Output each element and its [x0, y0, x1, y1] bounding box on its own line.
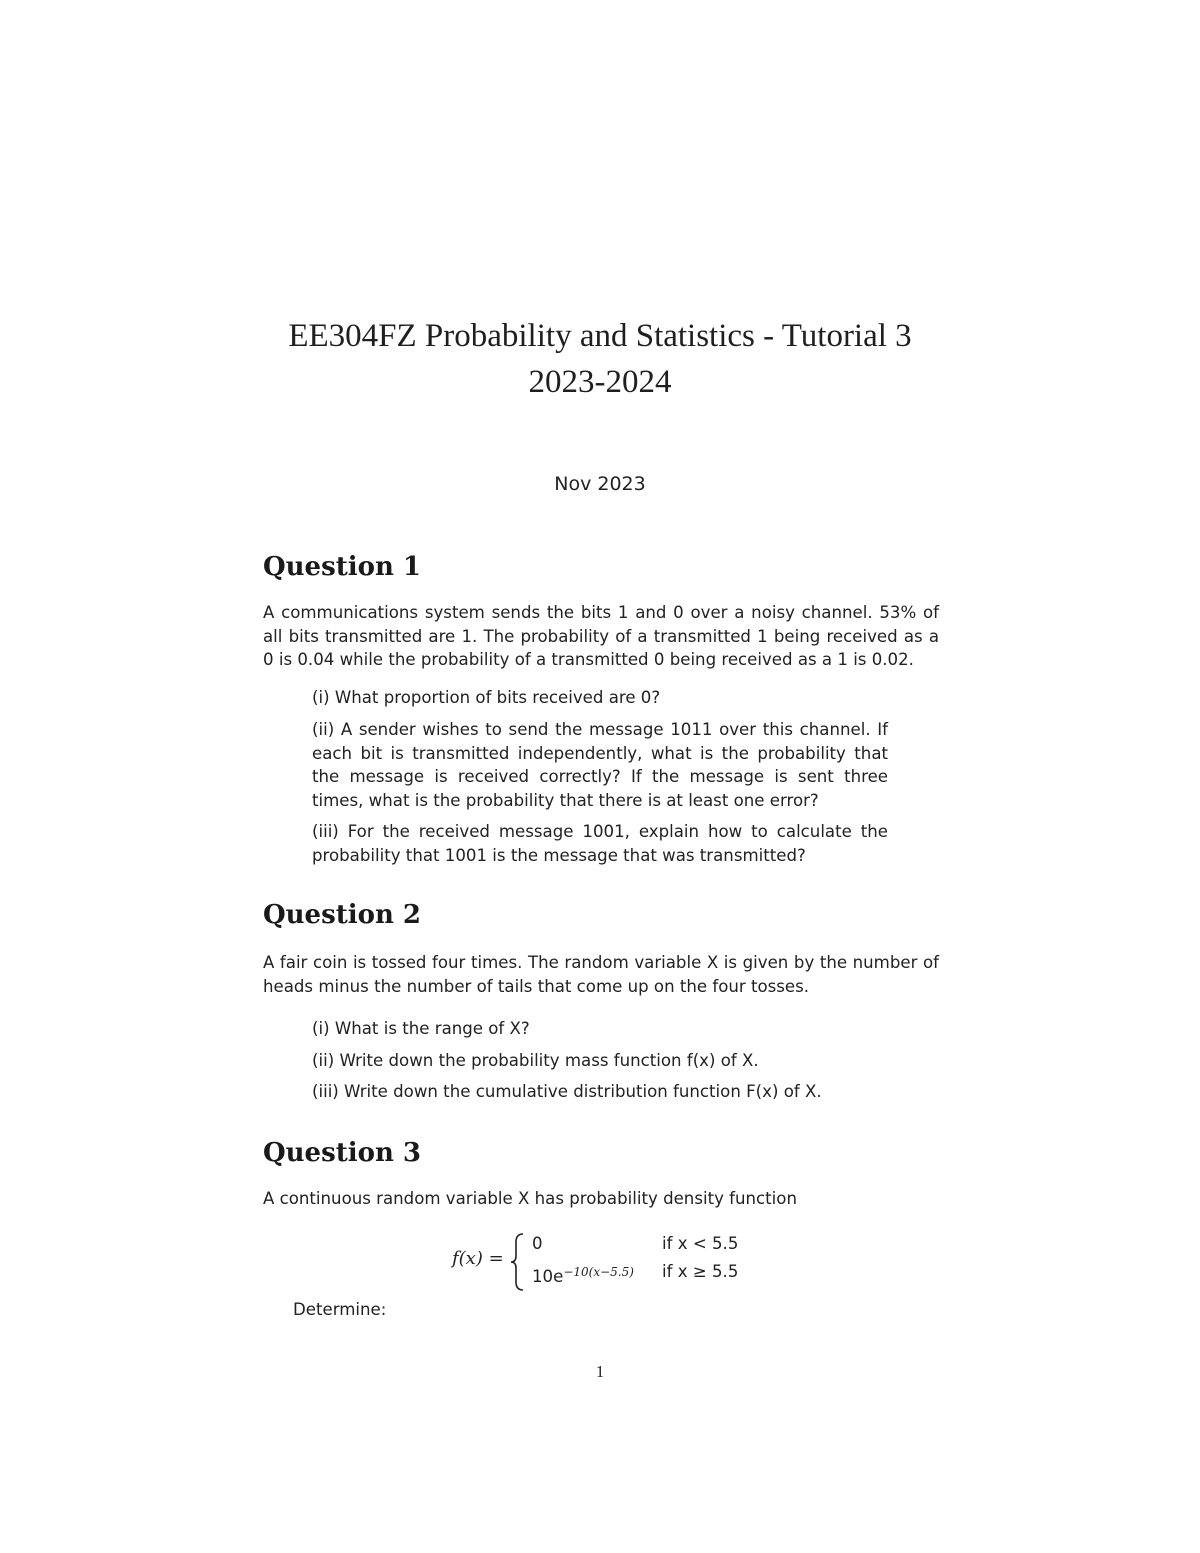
formula-lhs: [452, 1248, 504, 1269]
case-1-condition: if x < 5.5: [662, 1234, 739, 1253]
case-2-value-exponent: −10(x−5.5): [563, 1265, 634, 1279]
case-2-value: [532, 1260, 634, 1289]
question-2-item-iii: (iii) Write down the cumulative distribution function F(x) of X.: [312, 1082, 822, 1101]
document-subtitle-year: 2023-2024: [528, 364, 672, 400]
case-1-value: 0: [532, 1234, 543, 1253]
formula-equals: =: [488, 1248, 504, 1269]
question-2-item-ii: (ii) Write down the probability mass function f(x) of X.: [312, 1051, 759, 1070]
question-1-intro: A communications system sends the bits 1 and 0 over a noisy channel. 53% of all bits transmitted are 1. The probability of a transmitted 1 being received as a 0 is 0.04 while the probability of a transmitted 0 being received as a 1 is 0.02.: [263, 603, 939, 669]
page-number: 1: [595, 1362, 605, 1381]
question-3-determine: Determine:: [293, 1300, 387, 1319]
case-2-value-base: 10e: [532, 1267, 564, 1286]
question-1-item-ii: (ii) A sender wishes to send the message 1011 over this channel. If each bit is transmitted independently, what is the probability that the message is received correctly? If the message is sent three times, what is the probability that there is at least one error?: [312, 720, 888, 810]
question-2-item-i: (i) What is the range of X?: [312, 1019, 530, 1038]
case-2-condition: if x ≥ 5.5: [662, 1262, 739, 1281]
question-1-item-iii: (iii) For the received message 1001, explain how to calculate the probability that 1001 is the message that was transmitted?: [312, 822, 888, 865]
question-1-item-i: (i) What proportion of bits received are 0?: [312, 688, 661, 707]
left-brace-icon: [510, 1232, 526, 1292]
document-title: EE304FZ Probability and Statistics - Tutorial 3: [288, 318, 912, 354]
question-2-heading: Question 2: [263, 900, 422, 930]
question-2-intro: A fair coin is tossed four times. The random variable X is given by the number of heads minus the number of tails that come up on the four tosses.: [263, 953, 939, 996]
question-3-heading: Question 3: [263, 1138, 422, 1168]
question-1-heading: Question 1: [263, 552, 422, 582]
document-date: Nov 2023: [554, 473, 646, 495]
pdf-piecewise-formula: [452, 1232, 772, 1292]
formula-function: f(x): [452, 1248, 483, 1269]
question-3-intro: A continuous random variable X has probability density function: [263, 1189, 797, 1208]
